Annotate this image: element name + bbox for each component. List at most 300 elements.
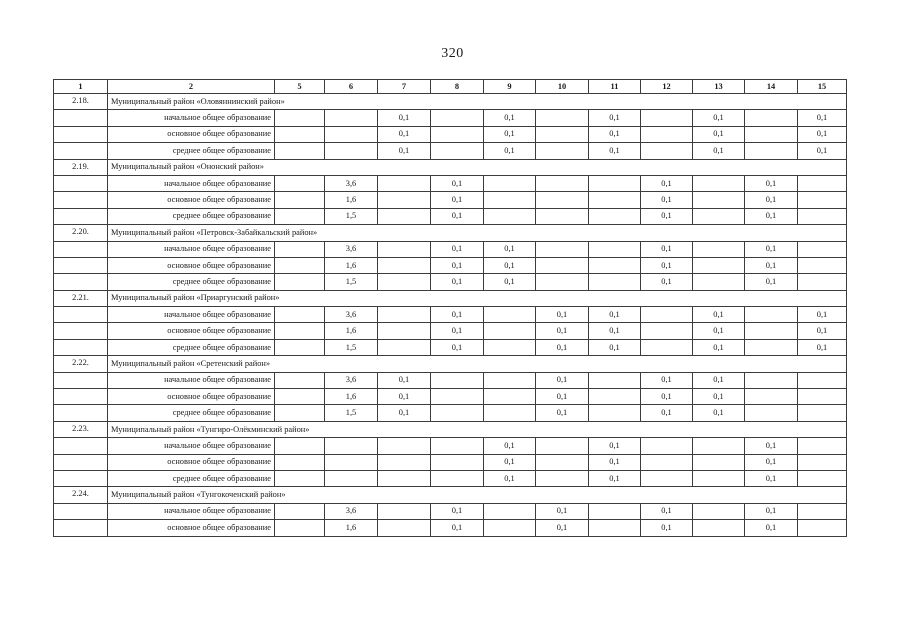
district-section-row bbox=[54, 159, 847, 175]
value-cell: 0,1 bbox=[641, 175, 693, 191]
value-cell bbox=[378, 323, 431, 339]
value-cell: 0,1 bbox=[431, 208, 484, 224]
value-cell bbox=[589, 192, 641, 208]
value-cell bbox=[378, 307, 431, 323]
value-cell bbox=[693, 454, 745, 470]
value-cell: 0,1 bbox=[484, 241, 536, 257]
value-cell: 0,1 bbox=[693, 339, 745, 355]
district-title: Муниципальный район «Тунгиро-Олёкминский район» bbox=[108, 421, 847, 437]
value-cell: 0,1 bbox=[484, 470, 536, 486]
value-cell: 0,1 bbox=[484, 274, 536, 290]
column-header: 1 bbox=[54, 80, 108, 94]
value-cell bbox=[589, 257, 641, 273]
value-cell bbox=[589, 372, 641, 388]
value-cell bbox=[325, 470, 378, 486]
value-cell bbox=[484, 323, 536, 339]
table-row bbox=[54, 241, 847, 257]
value-cell: 0,1 bbox=[798, 126, 847, 142]
value-cell bbox=[275, 503, 325, 519]
value-cell bbox=[275, 307, 325, 323]
value-cell bbox=[536, 470, 589, 486]
value-cell: 0,1 bbox=[484, 143, 536, 159]
table-row bbox=[54, 126, 847, 142]
value-cell bbox=[431, 110, 484, 126]
column-header: 7 bbox=[378, 80, 431, 94]
empty-code-cell bbox=[54, 307, 108, 323]
column-header: 2 bbox=[108, 80, 275, 94]
section-code: 2.19. bbox=[54, 159, 108, 175]
district-section-row bbox=[54, 421, 847, 437]
table-row bbox=[54, 208, 847, 224]
empty-code-cell bbox=[54, 241, 108, 257]
value-cell: 3,6 bbox=[325, 241, 378, 257]
value-cell bbox=[275, 274, 325, 290]
value-cell: 0,1 bbox=[641, 192, 693, 208]
value-cell: 1,6 bbox=[325, 520, 378, 536]
value-cell: 0,1 bbox=[745, 438, 798, 454]
value-cell bbox=[536, 110, 589, 126]
education-level-label: среднее общее образование bbox=[108, 339, 275, 355]
education-level-label: основное общее образование bbox=[108, 192, 275, 208]
value-cell bbox=[745, 372, 798, 388]
table-row bbox=[54, 438, 847, 454]
value-cell bbox=[589, 208, 641, 224]
value-cell bbox=[641, 143, 693, 159]
value-cell bbox=[378, 339, 431, 355]
value-cell: 0,1 bbox=[745, 208, 798, 224]
section-code: 2.21. bbox=[54, 290, 108, 306]
value-cell bbox=[275, 520, 325, 536]
value-cell: 1,6 bbox=[325, 323, 378, 339]
value-cell bbox=[275, 143, 325, 159]
column-header: 11 bbox=[589, 80, 641, 94]
value-cell: 1,6 bbox=[325, 257, 378, 273]
district-title: Муниципальный район «Оловяннинский район» bbox=[108, 94, 847, 110]
column-header: 13 bbox=[693, 80, 745, 94]
value-cell bbox=[536, 438, 589, 454]
value-cell bbox=[275, 323, 325, 339]
education-level-label: начальное общее образование bbox=[108, 503, 275, 519]
table-row bbox=[54, 372, 847, 388]
value-cell bbox=[275, 208, 325, 224]
value-cell bbox=[693, 257, 745, 273]
value-cell: 0,1 bbox=[589, 143, 641, 159]
district-title: Муниципальный район «Тунгокоченский район» bbox=[108, 487, 847, 503]
value-cell bbox=[693, 175, 745, 191]
district-section-row bbox=[54, 487, 847, 503]
value-cell bbox=[693, 470, 745, 486]
district-section-row bbox=[54, 356, 847, 372]
value-cell: 0,1 bbox=[641, 405, 693, 421]
education-level-label: основное общее образование bbox=[108, 323, 275, 339]
value-cell bbox=[536, 257, 589, 273]
education-level-label: основное общее образование bbox=[108, 454, 275, 470]
value-cell bbox=[378, 208, 431, 224]
value-cell: 0,1 bbox=[745, 520, 798, 536]
table-row bbox=[54, 110, 847, 126]
value-cell bbox=[798, 405, 847, 421]
value-cell bbox=[693, 438, 745, 454]
value-cell: 0,1 bbox=[641, 389, 693, 405]
value-cell bbox=[275, 126, 325, 142]
value-cell bbox=[641, 438, 693, 454]
value-cell bbox=[641, 339, 693, 355]
value-cell bbox=[745, 339, 798, 355]
table-row bbox=[54, 192, 847, 208]
value-cell bbox=[693, 192, 745, 208]
education-level-label: основное общее образование bbox=[108, 520, 275, 536]
value-cell: 0,1 bbox=[693, 405, 745, 421]
section-code: 2.20. bbox=[54, 225, 108, 241]
column-header: 9 bbox=[484, 80, 536, 94]
value-cell bbox=[325, 454, 378, 470]
table-row bbox=[54, 257, 847, 273]
value-cell: 0,1 bbox=[693, 110, 745, 126]
value-cell: 0,1 bbox=[536, 405, 589, 421]
value-cell bbox=[484, 192, 536, 208]
empty-code-cell bbox=[54, 175, 108, 191]
value-cell: 0,1 bbox=[693, 143, 745, 159]
table-row bbox=[54, 307, 847, 323]
value-cell bbox=[378, 192, 431, 208]
value-cell bbox=[275, 470, 325, 486]
value-cell: 0,1 bbox=[484, 110, 536, 126]
value-cell: 1,5 bbox=[325, 274, 378, 290]
empty-code-cell bbox=[54, 323, 108, 339]
district-section-row bbox=[54, 94, 847, 110]
value-cell bbox=[325, 438, 378, 454]
value-cell: 0,1 bbox=[589, 454, 641, 470]
value-cell bbox=[693, 241, 745, 257]
value-cell: 1,6 bbox=[325, 389, 378, 405]
empty-code-cell bbox=[54, 454, 108, 470]
value-cell: 3,6 bbox=[325, 372, 378, 388]
value-cell bbox=[798, 274, 847, 290]
education-level-label: основное общее образование bbox=[108, 257, 275, 273]
value-cell: 0,1 bbox=[431, 192, 484, 208]
value-cell: 3,6 bbox=[325, 307, 378, 323]
value-cell bbox=[536, 208, 589, 224]
value-cell: 0,1 bbox=[745, 274, 798, 290]
value-cell bbox=[484, 208, 536, 224]
table-body bbox=[54, 94, 847, 537]
education-level-label: начальное общее образование bbox=[108, 110, 275, 126]
value-cell bbox=[745, 389, 798, 405]
value-cell: 0,1 bbox=[589, 438, 641, 454]
value-cell: 0,1 bbox=[589, 470, 641, 486]
empty-code-cell bbox=[54, 110, 108, 126]
value-cell bbox=[745, 126, 798, 142]
value-cell: 1,5 bbox=[325, 405, 378, 421]
value-cell bbox=[275, 405, 325, 421]
value-cell bbox=[798, 241, 847, 257]
table-row bbox=[54, 405, 847, 421]
empty-code-cell bbox=[54, 405, 108, 421]
value-cell bbox=[641, 454, 693, 470]
value-cell: 0,1 bbox=[431, 520, 484, 536]
empty-code-cell bbox=[54, 470, 108, 486]
value-cell bbox=[378, 257, 431, 273]
education-level-label: начальное общее образование bbox=[108, 438, 275, 454]
value-cell: 0,1 bbox=[536, 323, 589, 339]
value-cell bbox=[325, 110, 378, 126]
education-level-label: начальное общее образование bbox=[108, 175, 275, 191]
value-cell bbox=[484, 339, 536, 355]
value-cell: 0,1 bbox=[798, 307, 847, 323]
value-cell: 0,1 bbox=[431, 307, 484, 323]
district-section-row bbox=[54, 225, 847, 241]
value-cell: 0,1 bbox=[589, 307, 641, 323]
education-level-label: начальное общее образование bbox=[108, 372, 275, 388]
value-cell: 0,1 bbox=[431, 274, 484, 290]
value-cell: 0,1 bbox=[798, 339, 847, 355]
value-cell: 0,1 bbox=[589, 339, 641, 355]
table-row bbox=[54, 274, 847, 290]
value-cell: 0,1 bbox=[641, 257, 693, 273]
education-level-label: основное общее образование bbox=[108, 126, 275, 142]
value-cell bbox=[378, 454, 431, 470]
value-cell bbox=[798, 470, 847, 486]
value-cell: 0,1 bbox=[431, 503, 484, 519]
value-cell bbox=[798, 520, 847, 536]
value-cell bbox=[589, 175, 641, 191]
value-cell bbox=[798, 257, 847, 273]
value-cell bbox=[641, 323, 693, 339]
value-cell bbox=[484, 503, 536, 519]
education-level-label: среднее общее образование bbox=[108, 470, 275, 486]
value-cell: 0,1 bbox=[693, 372, 745, 388]
value-cell bbox=[745, 307, 798, 323]
value-cell bbox=[798, 208, 847, 224]
value-cell: 0,1 bbox=[641, 520, 693, 536]
value-cell: 0,1 bbox=[536, 503, 589, 519]
value-cell bbox=[745, 323, 798, 339]
value-cell: 1,5 bbox=[325, 208, 378, 224]
value-cell bbox=[536, 192, 589, 208]
column-header: 6 bbox=[325, 80, 378, 94]
district-title: Муниципальный район «Сретенский район» bbox=[108, 356, 847, 372]
column-header: 8 bbox=[431, 80, 484, 94]
value-cell bbox=[484, 307, 536, 323]
empty-code-cell bbox=[54, 520, 108, 536]
empty-code-cell bbox=[54, 339, 108, 355]
value-cell: 0,1 bbox=[745, 470, 798, 486]
value-cell: 0,1 bbox=[378, 143, 431, 159]
value-cell: 0,1 bbox=[745, 454, 798, 470]
column-header: 14 bbox=[745, 80, 798, 94]
value-cell: 0,1 bbox=[641, 503, 693, 519]
value-cell bbox=[589, 241, 641, 257]
value-cell: 0,1 bbox=[693, 323, 745, 339]
education-level-label: среднее общее образование bbox=[108, 143, 275, 159]
value-cell bbox=[378, 503, 431, 519]
value-cell: 0,1 bbox=[641, 274, 693, 290]
value-cell: 0,1 bbox=[745, 175, 798, 191]
table-row bbox=[54, 389, 847, 405]
empty-code-cell bbox=[54, 503, 108, 519]
value-cell bbox=[798, 192, 847, 208]
column-header: 12 bbox=[641, 80, 693, 94]
value-cell bbox=[798, 389, 847, 405]
education-level-label: среднее общее образование bbox=[108, 405, 275, 421]
value-cell bbox=[431, 438, 484, 454]
value-cell bbox=[275, 339, 325, 355]
value-cell bbox=[536, 454, 589, 470]
education-level-label: основное общее образование bbox=[108, 389, 275, 405]
value-cell: 0,1 bbox=[378, 389, 431, 405]
value-cell bbox=[798, 454, 847, 470]
value-cell bbox=[378, 520, 431, 536]
value-cell: 0,1 bbox=[484, 454, 536, 470]
value-cell: 0,1 bbox=[536, 389, 589, 405]
value-cell: 0,1 bbox=[745, 192, 798, 208]
value-cell bbox=[325, 143, 378, 159]
education-level-label: начальное общее образование bbox=[108, 307, 275, 323]
value-cell bbox=[484, 175, 536, 191]
value-cell bbox=[275, 110, 325, 126]
value-cell bbox=[275, 241, 325, 257]
value-cell: 0,1 bbox=[641, 372, 693, 388]
value-cell bbox=[325, 126, 378, 142]
value-cell: 0,1 bbox=[378, 405, 431, 421]
value-cell bbox=[275, 389, 325, 405]
district-title: Муниципальный район «Ононский район» bbox=[108, 159, 847, 175]
table-row bbox=[54, 143, 847, 159]
value-cell bbox=[798, 175, 847, 191]
value-cell: 0,1 bbox=[798, 323, 847, 339]
empty-code-cell bbox=[54, 208, 108, 224]
value-cell: 1,5 bbox=[325, 339, 378, 355]
district-section-row bbox=[54, 290, 847, 306]
column-header: 15 bbox=[798, 80, 847, 94]
value-cell bbox=[745, 110, 798, 126]
value-cell bbox=[431, 405, 484, 421]
value-cell bbox=[589, 274, 641, 290]
value-cell bbox=[484, 389, 536, 405]
table-row bbox=[54, 503, 847, 519]
value-cell bbox=[536, 143, 589, 159]
education-level-label: среднее общее образование bbox=[108, 208, 275, 224]
empty-code-cell bbox=[54, 274, 108, 290]
value-cell bbox=[484, 405, 536, 421]
value-cell: 0,1 bbox=[378, 110, 431, 126]
value-cell: 3,6 bbox=[325, 175, 378, 191]
education-level-label: начальное общее образование bbox=[108, 241, 275, 257]
value-cell: 0,1 bbox=[536, 520, 589, 536]
value-cell bbox=[484, 520, 536, 536]
table-row bbox=[54, 175, 847, 191]
value-cell: 0,1 bbox=[745, 257, 798, 273]
value-cell bbox=[745, 405, 798, 421]
value-cell bbox=[798, 503, 847, 519]
empty-code-cell bbox=[54, 372, 108, 388]
value-cell bbox=[536, 175, 589, 191]
value-cell: 0,1 bbox=[798, 143, 847, 159]
value-cell bbox=[431, 470, 484, 486]
empty-code-cell bbox=[54, 257, 108, 273]
empty-code-cell bbox=[54, 126, 108, 142]
value-cell bbox=[275, 438, 325, 454]
value-cell bbox=[431, 126, 484, 142]
value-cell bbox=[641, 110, 693, 126]
value-cell bbox=[378, 438, 431, 454]
district-title: Муниципальный район «Петровск-Забайкальский район» bbox=[108, 225, 847, 241]
value-cell bbox=[431, 372, 484, 388]
education-level-label: среднее общее образование bbox=[108, 274, 275, 290]
value-cell bbox=[536, 241, 589, 257]
value-cell bbox=[589, 405, 641, 421]
table-row bbox=[54, 454, 847, 470]
value-cell bbox=[589, 389, 641, 405]
value-cell bbox=[378, 274, 431, 290]
empty-code-cell bbox=[54, 192, 108, 208]
value-cell: 0,1 bbox=[484, 257, 536, 273]
page-number: 320 bbox=[441, 46, 464, 61]
value-cell bbox=[693, 520, 745, 536]
value-cell bbox=[641, 470, 693, 486]
value-cell bbox=[641, 307, 693, 323]
district-title: Муниципальный район «Приаргунский район» bbox=[108, 290, 847, 306]
value-cell bbox=[536, 274, 589, 290]
value-cell bbox=[693, 208, 745, 224]
empty-code-cell bbox=[54, 438, 108, 454]
value-cell: 0,1 bbox=[745, 241, 798, 257]
value-cell bbox=[693, 274, 745, 290]
value-cell bbox=[798, 372, 847, 388]
value-cell: 1,6 bbox=[325, 192, 378, 208]
value-cell: 0,1 bbox=[798, 110, 847, 126]
empty-code-cell bbox=[54, 143, 108, 159]
value-cell bbox=[275, 454, 325, 470]
table-row bbox=[54, 339, 847, 355]
value-cell: 0,1 bbox=[484, 126, 536, 142]
value-cell bbox=[275, 192, 325, 208]
value-cell bbox=[484, 372, 536, 388]
empty-code-cell bbox=[54, 389, 108, 405]
value-cell bbox=[275, 257, 325, 273]
value-cell: 0,1 bbox=[431, 175, 484, 191]
value-cell bbox=[431, 389, 484, 405]
value-cell bbox=[745, 143, 798, 159]
section-code: 2.23. bbox=[54, 421, 108, 437]
value-cell: 0,1 bbox=[693, 307, 745, 323]
table-row bbox=[54, 470, 847, 486]
value-cell: 0,1 bbox=[641, 208, 693, 224]
column-header: 5 bbox=[275, 80, 325, 94]
value-cell bbox=[275, 175, 325, 191]
value-cell: 0,1 bbox=[431, 339, 484, 355]
value-cell: 0,1 bbox=[693, 126, 745, 142]
value-cell: 0,1 bbox=[536, 372, 589, 388]
value-cell: 0,1 bbox=[378, 372, 431, 388]
value-cell: 0,1 bbox=[484, 438, 536, 454]
value-cell: 0,1 bbox=[431, 257, 484, 273]
table-row bbox=[54, 323, 847, 339]
value-cell bbox=[798, 438, 847, 454]
value-cell bbox=[693, 503, 745, 519]
value-cell bbox=[589, 503, 641, 519]
section-code: 2.18. bbox=[54, 94, 108, 110]
section-code: 2.22. bbox=[54, 356, 108, 372]
value-cell: 0,1 bbox=[693, 389, 745, 405]
value-cell: 0,1 bbox=[745, 503, 798, 519]
value-cell bbox=[536, 126, 589, 142]
value-cell: 0,1 bbox=[589, 126, 641, 142]
value-cell bbox=[431, 143, 484, 159]
value-cell: 0,1 bbox=[589, 323, 641, 339]
value-cell bbox=[378, 241, 431, 257]
value-cell bbox=[275, 372, 325, 388]
